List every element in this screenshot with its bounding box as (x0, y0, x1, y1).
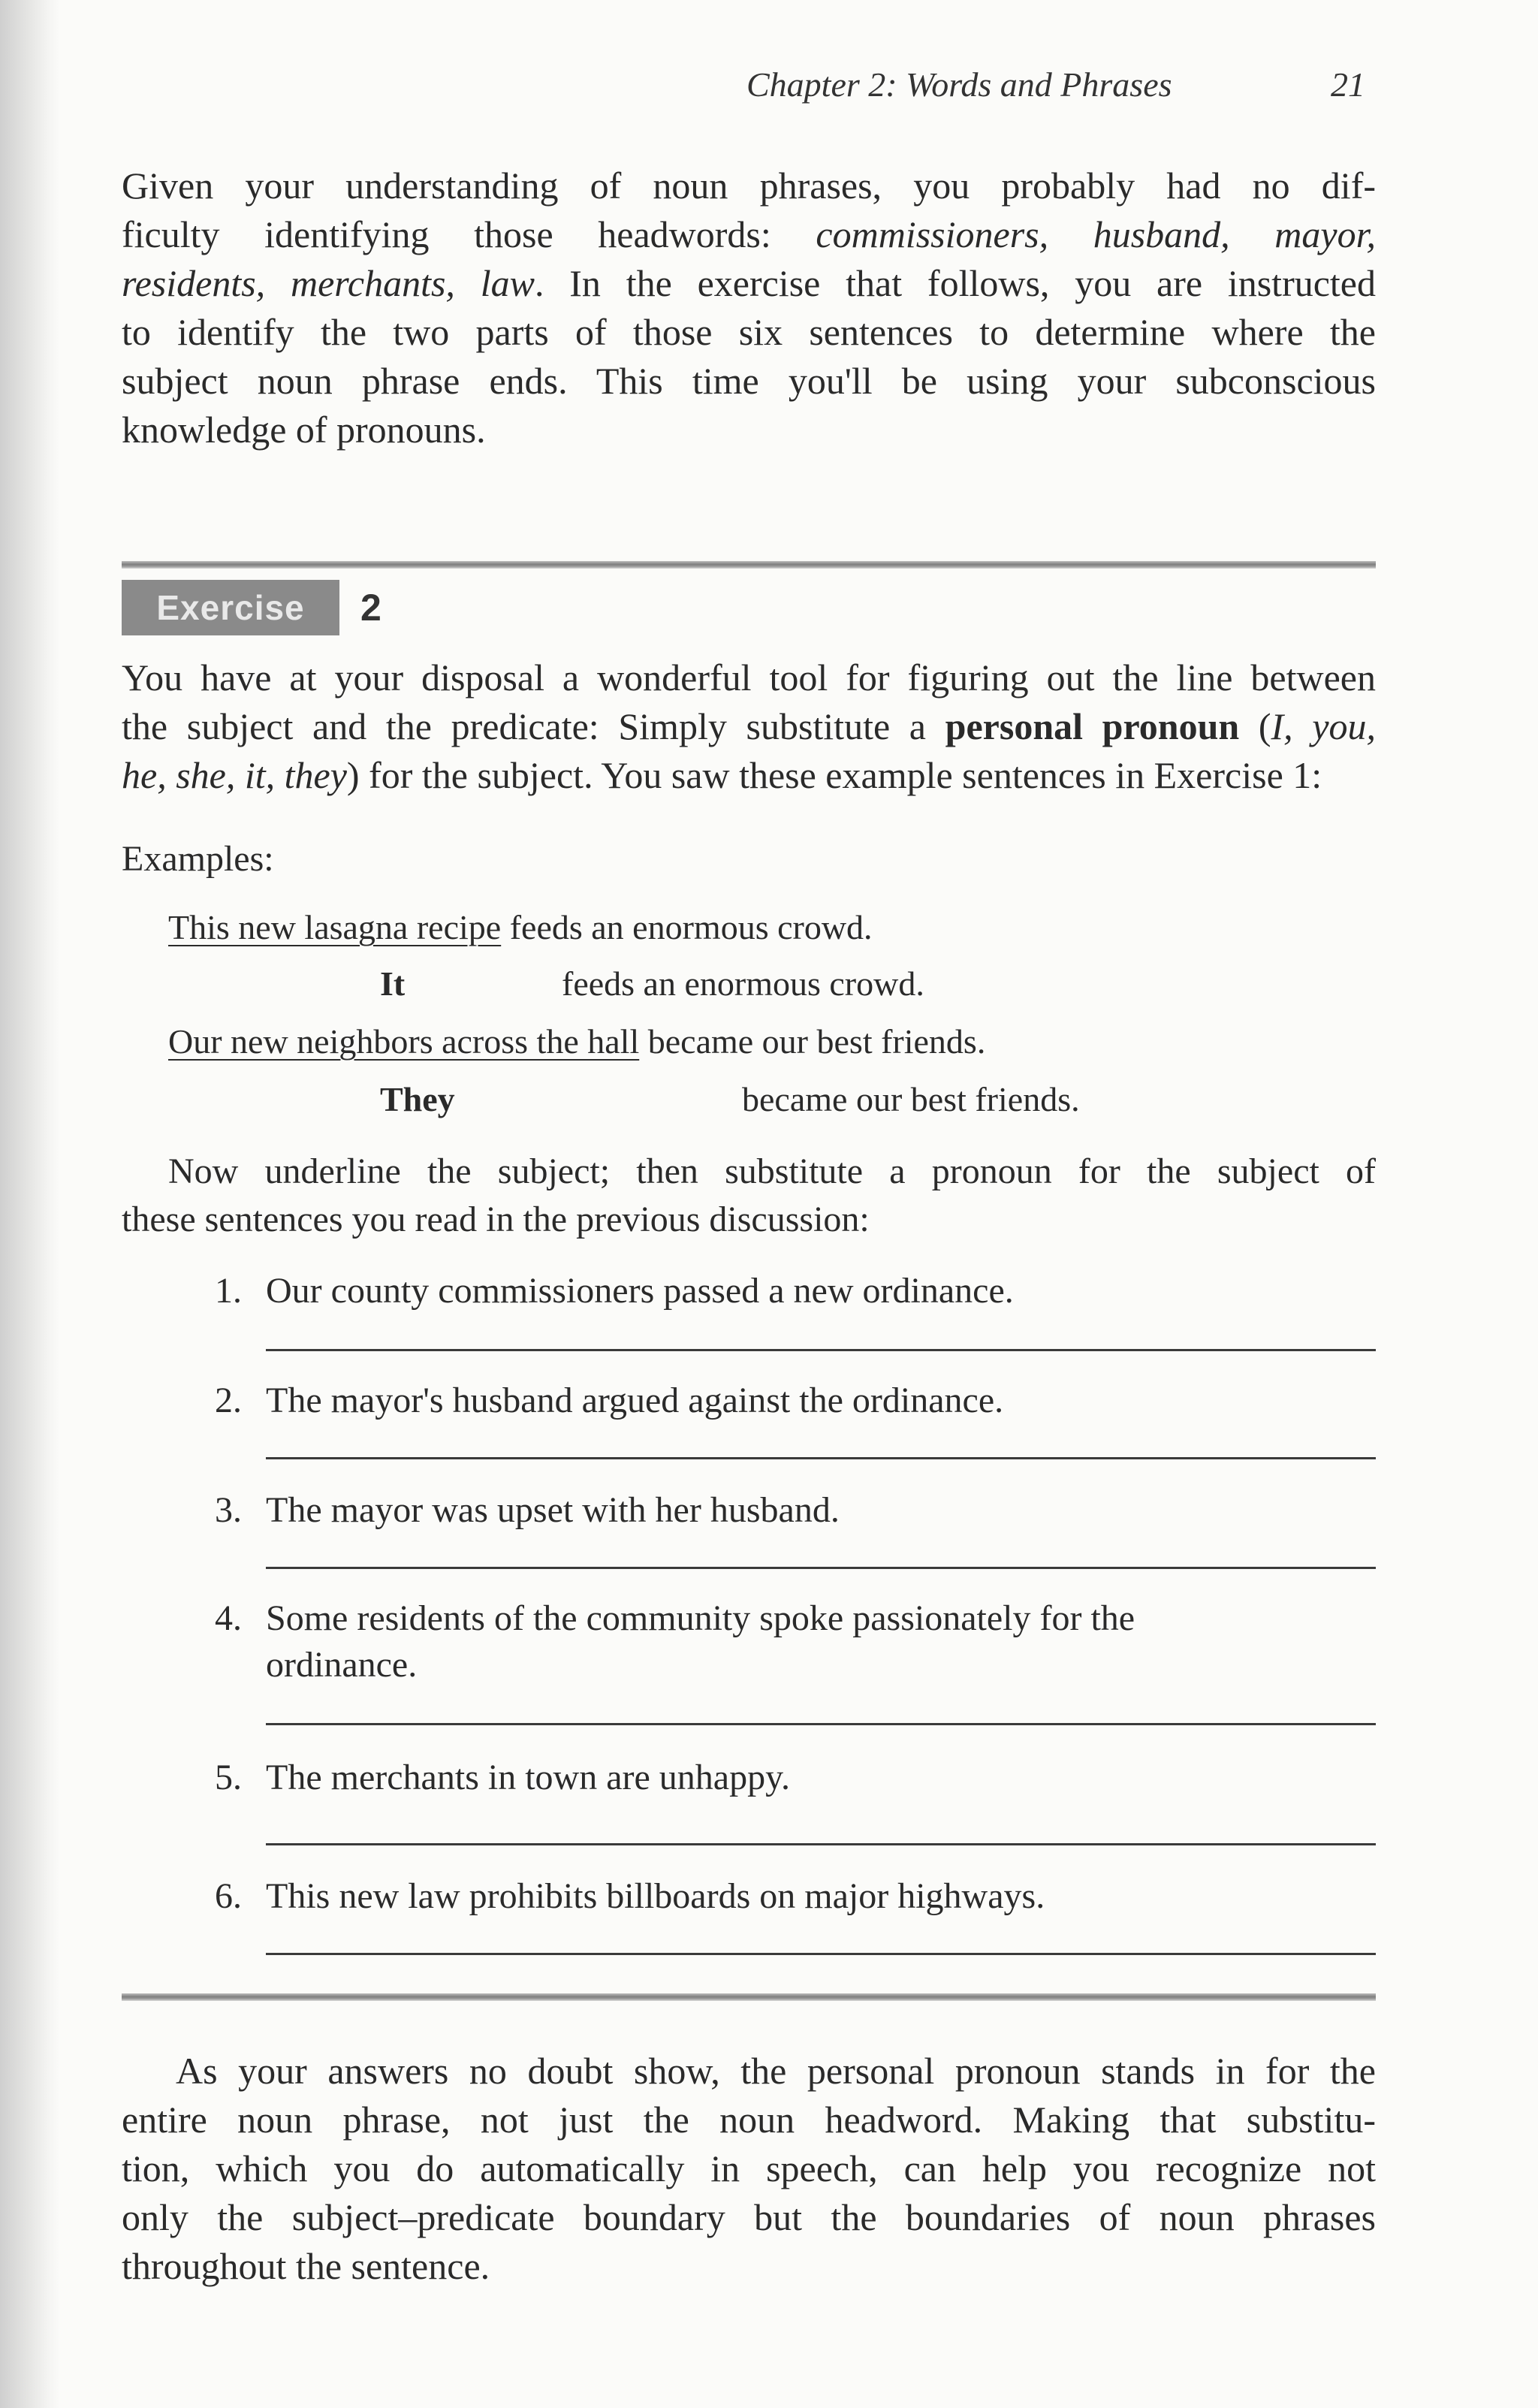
examples-heading: Examples: (122, 839, 274, 879)
answer-line[interactable] (266, 1843, 1376, 1845)
exercise-instructions: You have at your disposal a wonderful tool for figuring out the line between the subject and the predicate: Simply substitute a personal pronoun (I, you, he, she, it, they) for the subject. You saw these example sentences in Exercise 1: (122, 656, 1377, 796)
page-number: 21 (1331, 65, 1365, 104)
exercise-bottom-rule (122, 1993, 1376, 2001)
exercise-top-rule (122, 561, 1376, 569)
example-sentence-2: Our new neighbors across the hall became our best friends. (168, 1022, 986, 1061)
example-subject: Our new neighbors across the hall (168, 1022, 640, 1061)
intro-line: knowledge of pronouns. (122, 409, 486, 451)
task-paragraph: Now underline the subject; then substitute a pronoun for the subject of these sentences you read in the previous discussion: (122, 1151, 1376, 1239)
example-sentence-1: This new lasagna recipe feeds an enormous crowd. (168, 908, 873, 946)
intro-line: to identify the two parts of those six sentences to determine where the (122, 311, 1376, 353)
intro-line: ficulty identifying those headwords: commissioners, husband, mayor, (122, 213, 1376, 255)
answer-line[interactable] (266, 1723, 1376, 1725)
intro-line: Given your understanding of noun phrases, you probably had no dif- (122, 164, 1376, 207)
answer-line[interactable] (266, 1349, 1376, 1351)
headwords-italic: commissioners, husband, mayor, (816, 213, 1376, 255)
book-page: Chapter 2: Words and Phrases 21 Given your understanding of noun phrases, you probably had no dif- ficulty identifying those headwords: commissioners, husband, mayor, residents, merchants, law. In the exercise that follows, you are instructed to identify the two parts of those six sentences to determine where the subject noun phrase ends. This time you'll be using your subconscious knowledge of pronouns. Exercise 2 You have at your disposal a wonderful tool for figuring out the line between the subject and the predicate: Simply substitute a personal pronoun (I, you, he, she, it, they) for the subject. You saw these example sentences in Exercise 1: Examples: This new lasagna recipe feeds an enormous crowd. It feeds an enormous crowd. Our new neighbors across the hall became our best friends. They became our best friends. Now underline the subject; then substitute a pronoun for the subject of these sentences you read in the previous discussion: 1. Our county commissioners passed a new ordinance. 2. The mayor's husband argued against the ordinance. 3. The mayor was upset with her husband. 4. Some residents of the community spoke passionately for the ordinance. 5. The merchants in town are unhappy. 6. This new law prohibits billboards on major highways. As your answers no doubt show, the personal pronoun stands in for the entire noun phrase, not just the noun headword. Making that substitu- tion, which you do automatically in speech, can help you recognize not only the subject–predicate boundary but the boundaries of noun phrases throughout the sentence. (0, 0, 1538, 2408)
answer-line[interactable] (266, 1953, 1376, 1955)
answer-line[interactable] (266, 1457, 1376, 1459)
example-pronoun-1: It (380, 964, 406, 1003)
exercise-number: 2 (360, 587, 381, 629)
intro-paragraph (122, 161, 1376, 454)
intro-line: subject noun phrase ends. This time you'll be using your subconscious (122, 360, 1376, 402)
intro-line: residents, merchants, law. In the exercise that follows, you are instructed (122, 262, 1377, 304)
answer-line[interactable] (266, 1567, 1376, 1569)
example-pronoun-2: They (380, 1080, 455, 1118)
closing-paragraph: As your answers no doubt show, the personal pronoun stands in for the entire noun phrase, not just the noun headword. Making that substitu- tion, which you do automatically in speech, can help you recognize not only the subject–predicate boundary but the boundaries of noun phrases throughout the sentence. (122, 2050, 1376, 2287)
list-item: 4. Some residents of the community spoke passionately for the ordinance. (215, 1598, 1135, 1685)
headwords-italic: residents, merchants, law (122, 262, 535, 304)
example-subject: This new lasagna recipe (168, 908, 502, 946)
example-predicate-1: feeds an enormous crowd. (562, 964, 924, 1003)
key-term: personal pronoun (945, 705, 1240, 747)
exercise-label: Exercise (122, 580, 339, 635)
running-head-title: Chapter 2: Words and Phrases (746, 65, 1172, 104)
example-predicate-2: became our best friends. (742, 1080, 1080, 1118)
